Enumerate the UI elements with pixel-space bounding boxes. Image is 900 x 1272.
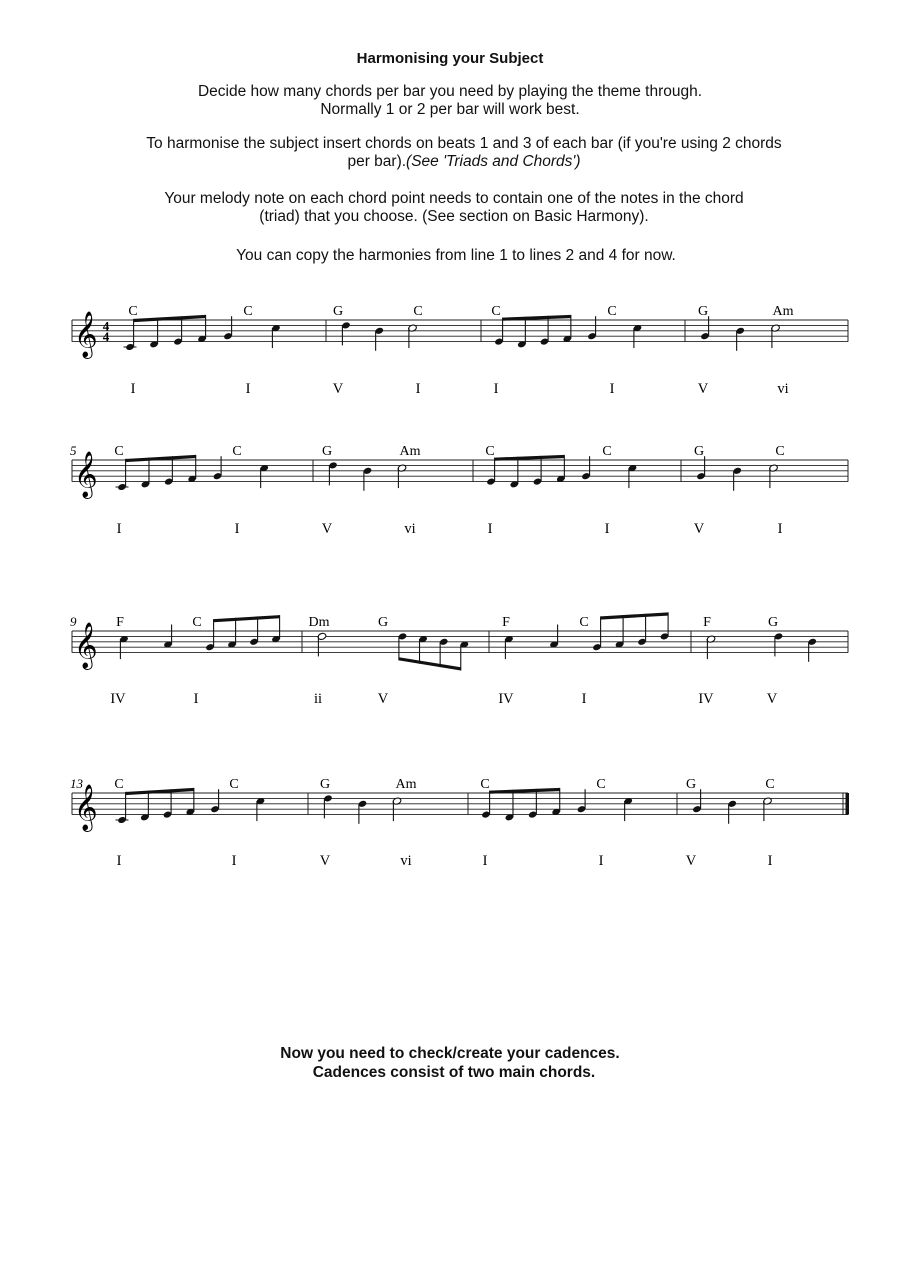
chord-symbol: C <box>485 444 495 459</box>
chord-symbol: C <box>607 304 617 319</box>
chord-symbol: C <box>192 615 202 630</box>
roman-numeral: V <box>766 691 778 707</box>
roman-numeral: IV <box>110 691 126 707</box>
chord-symbol: F <box>116 615 124 630</box>
roman-numeral: I <box>415 381 421 397</box>
measure-number: 13 <box>70 776 83 791</box>
cadence-note-line-1: Now you need to check/create your cadences. <box>280 1045 620 1062</box>
treble-clef-icon: 𝄞 <box>74 311 98 358</box>
eighth-beam <box>126 788 194 795</box>
chord-symbol: C <box>232 444 242 459</box>
roman-numeral: vi <box>404 521 416 537</box>
cadence-note-line-2: Cadences consist of two main chords. <box>312 1064 596 1081</box>
roman-numeral: V <box>321 521 333 537</box>
roman-numeral: IV <box>498 691 514 707</box>
eighth-beam <box>134 315 206 322</box>
roman-numeral: I <box>231 853 237 869</box>
roman-numeral: I <box>245 381 251 397</box>
chord-symbol: C <box>229 777 239 792</box>
chord-symbol: G <box>319 777 331 792</box>
chord-symbol: C <box>243 304 253 319</box>
chord-symbol: C <box>579 615 589 630</box>
chord-symbol: C <box>765 777 775 792</box>
treble-clef-icon: 𝄞 <box>74 622 98 669</box>
chord-symbol: Am <box>772 304 794 319</box>
chord-symbol: C <box>602 444 612 459</box>
roman-numeral: I <box>193 691 199 707</box>
roman-numeral: V <box>693 521 705 537</box>
roman-numeral: I <box>116 521 122 537</box>
staff-system-2 <box>70 443 848 537</box>
roman-numeral: V <box>377 691 389 707</box>
roman-numeral: I <box>581 691 587 707</box>
time-signature-bottom: 4 <box>102 329 110 345</box>
roman-numeral: I <box>767 853 773 869</box>
chord-symbol: F <box>502 615 510 630</box>
cadence-note <box>0 1044 900 1082</box>
eighth-beam <box>126 455 196 462</box>
triads-and-chords-reference: (See 'Triads and Chords') <box>406 153 581 170</box>
chord-symbol: G <box>377 615 389 630</box>
roman-numeral: I <box>777 521 783 537</box>
chord-symbol: G <box>697 304 709 319</box>
instruction-3-line-2: (triad) that you choose. (See section on Basic Harmony). <box>259 208 649 225</box>
roman-numeral: V <box>697 381 709 397</box>
chord-symbol: F <box>703 615 711 630</box>
instruction-paragraph-4: You can copy the harmonies from line 1 to lines 2 and 4 for now. <box>236 247 676 264</box>
chord-symbol: C <box>114 777 124 792</box>
chord-symbol: Am <box>399 444 421 459</box>
roman-numeral: vi <box>777 381 789 397</box>
page-title: Harmonising your Subject <box>356 50 544 67</box>
roman-numeral: V <box>685 853 697 869</box>
staff-system-4 <box>70 776 849 869</box>
measure-number: 5 <box>70 443 77 458</box>
chord-symbol: C <box>480 777 490 792</box>
roman-numeral: I <box>234 521 240 537</box>
eighth-beam <box>601 612 669 619</box>
roman-numeral: vi <box>400 853 412 869</box>
eighth-beam <box>399 657 461 670</box>
chord-symbol: C <box>775 444 785 459</box>
chord-symbol: Dm <box>308 615 330 630</box>
chord-symbol: C <box>491 304 501 319</box>
chord-symbol: Am <box>395 777 417 792</box>
treble-clef-icon: 𝄞 <box>74 784 98 831</box>
roman-numeral: I <box>609 381 615 397</box>
roman-numeral: I <box>604 521 610 537</box>
instruction-1-line-2: Normally 1 or 2 per bar will work best. <box>320 101 580 118</box>
roman-numeral: I <box>493 381 499 397</box>
roman-numeral: IV <box>698 691 714 707</box>
roman-numeral: I <box>482 853 488 869</box>
instruction-2-line-2-text: per bar). <box>347 153 407 170</box>
staff-system-3 <box>70 612 848 707</box>
chord-symbol: G <box>321 444 333 459</box>
roman-numeral: I <box>487 521 493 537</box>
chord-symbol: C <box>114 444 124 459</box>
staff-system-1 <box>72 304 848 397</box>
roman-numeral: I <box>598 853 604 869</box>
chord-symbol: G <box>685 777 697 792</box>
chord-symbol: C <box>413 304 423 319</box>
instruction-1-line-1: Decide how many chords per bar you need by playing the theme through. <box>197 83 703 100</box>
roman-numeral: ii <box>313 691 323 707</box>
instruction-3-line-1: Your melody note on each chord point needs to contain one of the notes in the chord <box>164 190 744 207</box>
chord-symbol: C <box>128 304 138 319</box>
roman-numeral: I <box>116 853 122 869</box>
measure-number: 9 <box>70 614 77 629</box>
chord-symbol: G <box>332 304 344 319</box>
chord-symbol: C <box>596 777 606 792</box>
time-signature-top: 4 <box>102 318 110 334</box>
chord-symbol: G <box>767 615 779 630</box>
instruction-2-line-1: To harmonise the subject insert chords on beats 1 and 3 of each bar (if you're using 2 chords <box>146 135 782 152</box>
chord-symbol: G <box>693 444 705 459</box>
eighth-beam <box>214 615 280 622</box>
roman-numeral: V <box>332 381 344 397</box>
roman-numeral: I <box>130 381 136 397</box>
final-thick-barline <box>846 793 850 815</box>
roman-numeral: V <box>319 853 331 869</box>
treble-clef-icon: 𝄞 <box>74 451 98 498</box>
